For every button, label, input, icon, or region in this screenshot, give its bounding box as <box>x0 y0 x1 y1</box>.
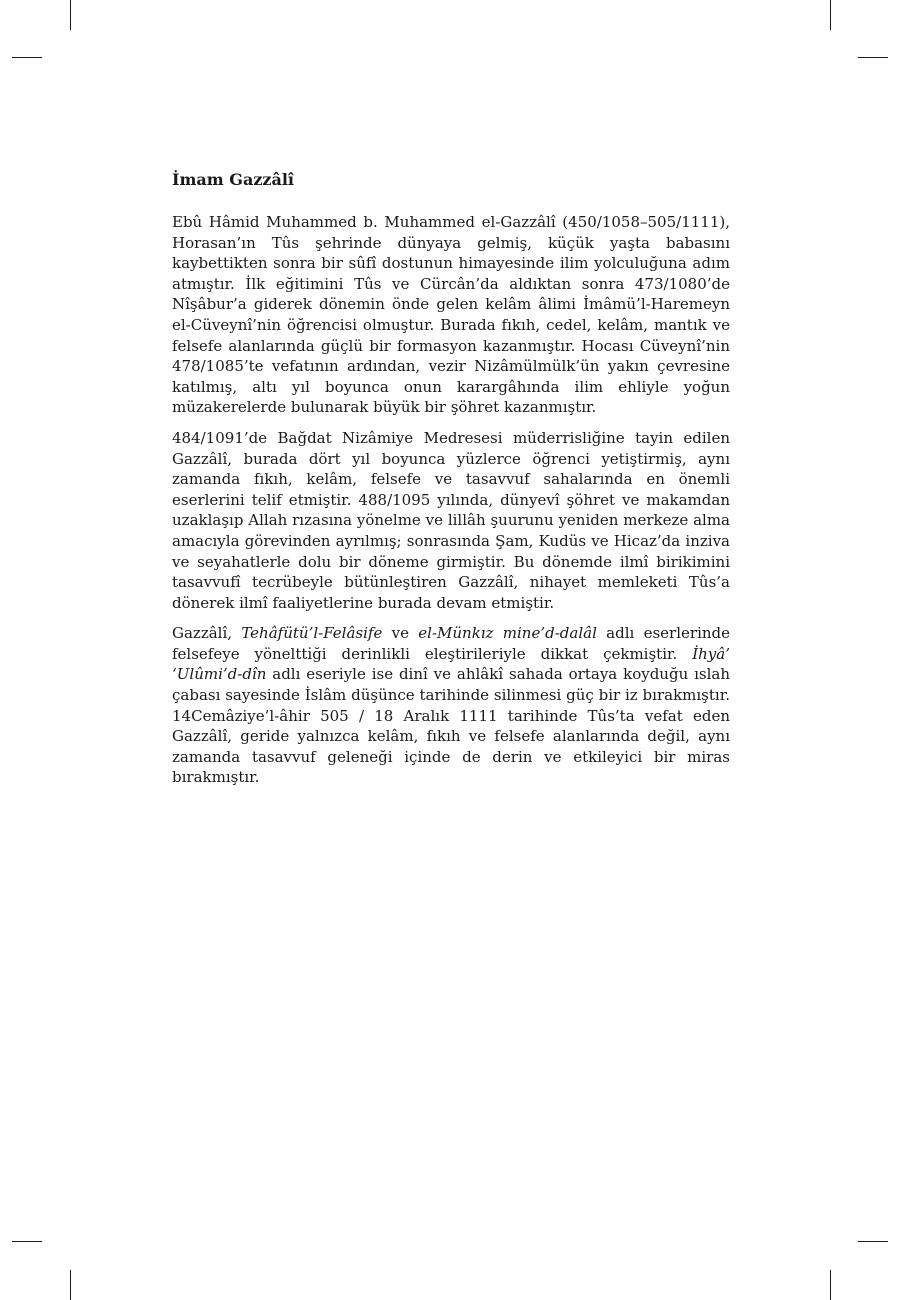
crop-mark-top-left-vertical <box>70 0 71 30</box>
crop-mark-bottom-left-vertical <box>70 1270 71 1300</box>
section-heading: İmam Gazzâlî <box>172 170 295 189</box>
work-title-tehafut: Tehâfütü’l-Felâsife <box>241 624 383 643</box>
crop-mark-top-right-vertical <box>830 0 831 30</box>
paragraph-3-text-2: ve <box>382 624 419 643</box>
paragraph-3-text-4: adlı eseriyle ise dinî ve ahlâkî sahada ortaya koyduğu ıslah çabası sayesinde İslâm düşünce tarihinde silinmesi güç bir iz bırakmıştır. 14Cemâziye’l-âhir 505 / 18 Aralık 1111 tarihinde Tûs’ta vefat eden Gazzâlî, geride yalnızca kelâm, fıkıh ve felsefe alanlarında değil, aynı zamanda tasavvuf geleneği içinde de derin ve etkileyici bir miras bırakmıştır. <box>172 665 730 787</box>
text-block <box>172 168 730 798</box>
paragraph-3 <box>172 623 730 788</box>
work-title-munkiz: el-Münkız mine’d-dalâl <box>418 624 597 643</box>
paragraph-1: Ebû Hâmid Muhammed b. Muhammed el-Gazzâlî (450/1058–505/1111), Horasan’ın Tûs şehrinde dünyaya gelmiş, küçük yaşta babasını kaybettikten sonra bir sûfî dostunun himayesinde ilim yolculuğuna adım atmıştır. İlk eğitimini Tûs ve Cürcân’da aldıktan sonra 473/1080’de Nîşâbur’a giderek dönemin önde gelen kelâm âlimi İmâmü’l-Haremeyn el-Cüveynî’nin öğrencisi olmuştur. Burada fıkıh, cedel, kelâm, mantık ve felsefe alanlarında güçlü bir formasyon kazanmıştır. Hocası Cüveynî’nin 478/1085’te vefatının ardından, vezir Nizâmülmülk’ün yakın çevresine katılmış, altı yıl boyunca onun karargâhında ilim ehliyle yoğun müzakerelerde bulunarak büyük bir şöhret kazanmıştır. <box>172 213 730 417</box>
work-title-ihya: İhyâ’ ‘Ulûmi’d-dîn <box>172 644 730 684</box>
crop-mark-bottom-right-horizontal <box>858 1241 888 1242</box>
crop-mark-top-left-horizontal <box>12 57 42 58</box>
crop-mark-bottom-right-vertical <box>830 1270 831 1300</box>
paragraph-3-text-3: adlı eserlerinde felsefeye yöneltti̇ği derinlikli eleştirileriyle dikkat çekmiştir. <box>172 624 731 663</box>
paragraph-3-text-1: Gazzâlî, <box>172 624 242 643</box>
crop-mark-bottom-left-horizontal <box>12 1241 42 1242</box>
paragraph-2: 484/1091’de Bağdat Nizâmiye Medresesi müderrisliğine tayin edilen Gazzâlî, burada dört yıl boyunca yüzlerce öğrenci yetiştirmiş, aynı zamanda fıkıh, kelâm, felsefe ve tasavvuf sahalarında en önemli eserlerini telif etmiştir. 488/1095 yılında, dünyevî şöhret ve makamdan uzaklaşıp Allah rızasına yönelme ve lillâh şuurunu yeniden merkeze alma amacıyla görevinden ayrılmış; sonrasında Şam, Kudüs ve Hicaz’da inziva ve seyahatlerle dolu bir döneme girmiştir. Bu dönemde ilmî birikimini tasavvufî tecrübeyle bütünleştiren Gazzâlî, nihayet memleketi Tûs’a dönerek ilmî faaliyetlerine burada devam etmiştir. <box>172 428 730 612</box>
crop-mark-top-right-horizontal <box>858 57 888 58</box>
